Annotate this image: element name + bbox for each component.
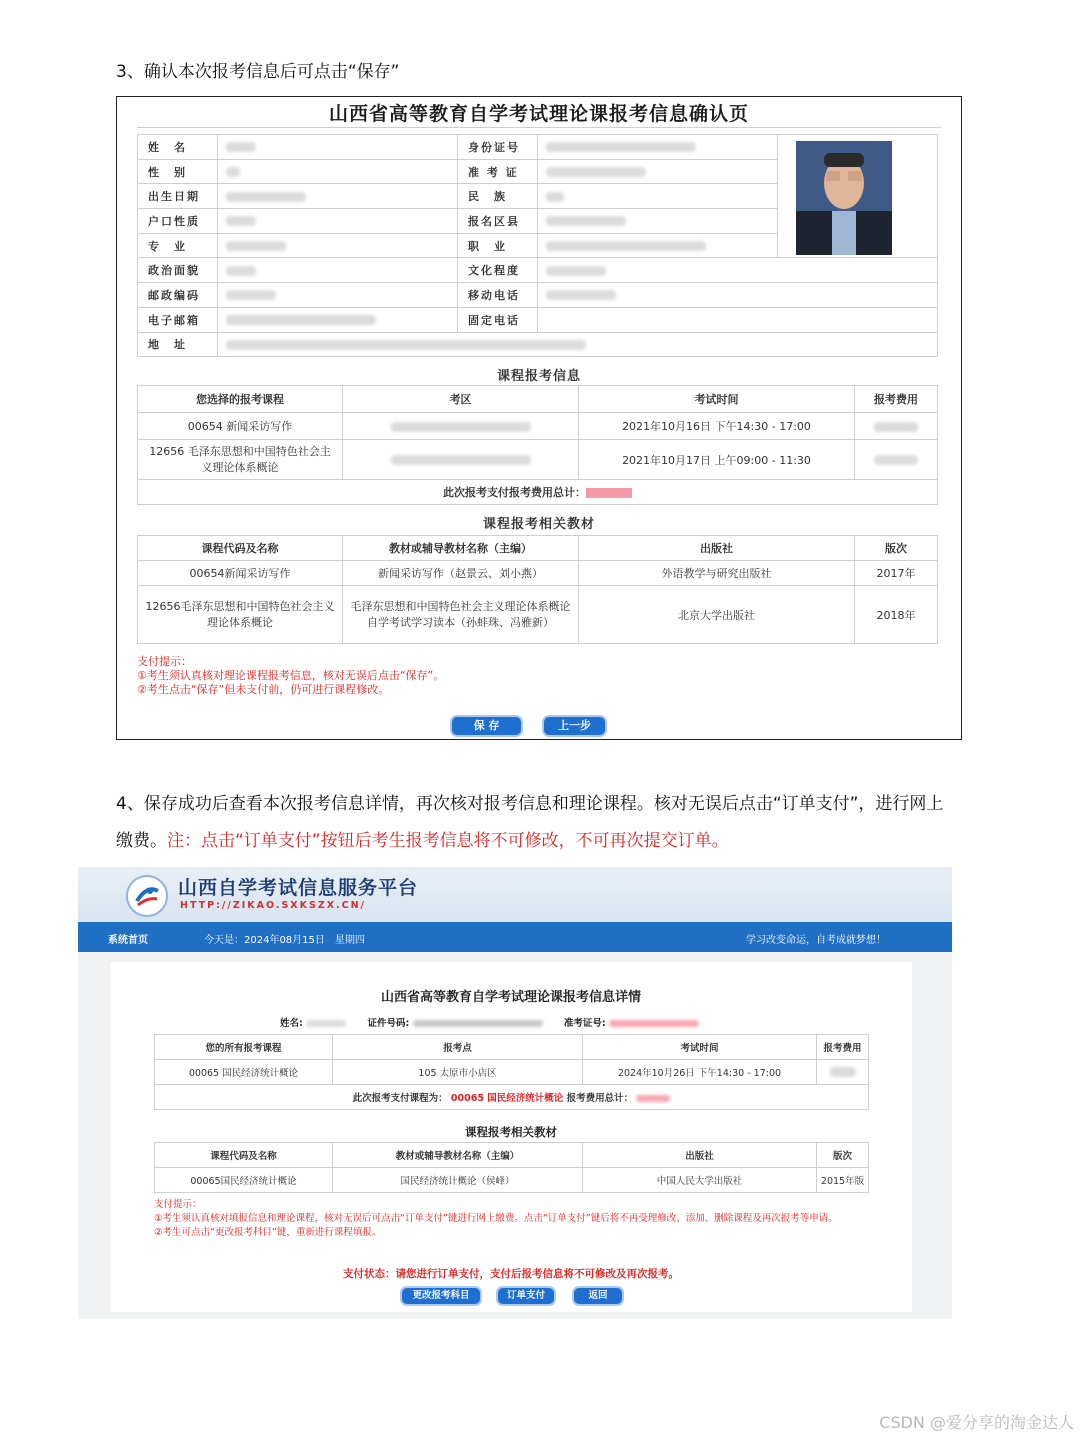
portal-site-name: 山西自学考试信息服务平台 <box>178 877 419 899</box>
portal-course-row: 00065 国民经济统计概论 105 太原市小店区 2024年10月26日 下午14:30 - 17:00 <box>155 1060 869 1085</box>
portal-logo-icon <box>126 875 168 917</box>
label-zip: 邮政编码 <box>138 283 218 308</box>
tips-title: 支付提示： <box>137 655 192 668</box>
label-job: 职 业 <box>458 233 538 258</box>
portal-site-url[interactable]: HTTP://ZIKAO.SXKSZX.CN/ <box>180 900 367 911</box>
label-birth: 出生日期 <box>138 184 218 209</box>
label-ticket: 准 考 证 <box>458 159 538 184</box>
course-row: 00654 新闻采访写作 2021年10月16日 下午14:30 - 17:00 <box>138 413 938 440</box>
portal-screenshot <box>78 867 952 1319</box>
save-button[interactable]: 保 存 <box>450 715 523 737</box>
label-politics: 政治面貌 <box>138 258 218 283</box>
course-row: 12656 毛泽东思想和中国特色社会主义理论体系概论 2021年10月17日 上午09:00 - 11:30 <box>138 440 938 480</box>
portal-detail-card <box>110 962 912 1312</box>
order-pay-button[interactable]: 订单支付 <box>496 1286 556 1306</box>
book-row: 00654新闻采访写作 新闻采访写作（赵景云、刘小燕） 外语教学与研究出版社 2017年 <box>138 561 938 586</box>
portal-book-section-title: 课程报考相关教材 <box>465 1125 557 1139</box>
nav-slogan: 学习改变命运，自考成就梦想！ <box>746 935 886 946</box>
pay-course: 00065 国民经济统计概论 <box>450 1093 564 1104</box>
portal-nav <box>78 922 952 952</box>
confirm-page-screenshot <box>116 96 962 740</box>
label-hukou: 户口性质 <box>138 209 218 234</box>
portal-tips: 支付提示： ①考生须认真核对填报信息和理论课程，核对无误后可点击“订单支付”键进行网上缴费。点击“订单支付”键后将不再受理修改、添加、删除课程及再次报考等申请。 ②考生可点击“更改报考科目”键，重新进行课程填报。 <box>154 1199 838 1238</box>
label-education: 文化程度 <box>458 258 538 283</box>
step4-line1: 4、保存成功后查看本次报考信息详情，再次核对报考信息和理论课程。核对无误后点击“订单支付”，进行网上 <box>116 794 944 814</box>
detail-title: 山西省高等教育自学考试理论课报考信息详情 <box>380 990 641 1005</box>
total-fee-label: 此次报考支付报考费用总计： <box>443 486 586 499</box>
book-section-title: 课程报考相关教材 <box>482 517 595 532</box>
return-button[interactable]: 返回 <box>572 1286 624 1306</box>
label-name: 姓 名 <box>138 135 218 160</box>
portal-book-table: 课程代码及名称 教材或辅导教材名称（主编） 出版社 版次 00065国民经济统计概论 国民经济统计概论（侯峰） 中国人民大学出版社 2015年版 <box>154 1142 869 1193</box>
payment-status: 支付状态：请您进行订单支付，支付后报考信息将不可修改及再次报考。 <box>343 1268 679 1280</box>
label-address: 地 址 <box>138 332 218 357</box>
label-gender: 性 别 <box>138 159 218 184</box>
book-table: 课程代码及名称 教材或辅导教材名称（主编） 出版社 版次 00654新闻采访写作 新闻采访写作（赵景云、刘小燕） 外语教学与研究出版社 2017年 12656毛泽东思想和中国特色社会主义理论体系概论 毛泽东思想和中国特色社会主义理论体系概论自学考试学习读本（孙蚌珠、冯雅新） 北京大学出版社 2018年 <box>137 535 938 644</box>
detail-name-row: 姓名: 证件号码: 准考证号: <box>280 1015 699 1029</box>
label-phone: 固定电话 <box>458 307 538 332</box>
confirm-title: 山西省高等教育自学考试理论课报考信息确认页 <box>328 103 749 125</box>
watermark: CSDN @爱分享的淘金达人 <box>879 1413 1074 1432</box>
portal-book-row: 00065国民经济统计概论 国民经济统计概论（侯峰） 中国人民大学出版社 2015年版 <box>155 1168 869 1193</box>
label-email: 电子邮箱 <box>138 307 218 332</box>
label-ethnic: 民 族 <box>458 184 538 209</box>
portal-header <box>78 867 952 922</box>
nav-home-link[interactable]: 系统首页 <box>108 935 148 946</box>
course-table: 您选择的报考课程 考区 考试时间 报考费用 00654 新闻采访写作 2021年10月16日 下午14:30 - 17:00 12656 毛泽东思想和中国特色社会主义理论体系概论 2021年10月17日 上午09:00 - 11:30 此次报考支付报考费用总计： <box>137 385 938 505</box>
portal-course-table: 您的所有报考课程 报考点 考试时间 报考费用 00065 国民经济统计概论 105 太原市小店区 2024年10月26日 下午14:30 - 17:00 此次报考支付课程为： 00065 国民经济统计概论 报考费用总计： <box>154 1034 869 1110</box>
nav-date: 今天是：2024年08月15日 星期四 <box>204 935 365 946</box>
course-section-title: 课程报考信息 <box>496 369 581 384</box>
label-id: 身份证号 <box>458 135 538 160</box>
change-subject-button[interactable]: 更改报考科目 <box>400 1286 482 1306</box>
tip-2: ②考生点击“保存”但未支付前，仍可进行课程修改。 <box>137 683 390 696</box>
step4-line2: 缴费。注：点击“订单支付”按钮后考生报考信息将不可修改，不可再次提交订单。 <box>116 831 729 851</box>
applicant-photo <box>796 141 892 255</box>
tip-1: ①考生须认真核对理论课程报考信息，核对无误后点击“保存”。 <box>137 669 445 682</box>
label-major: 专 业 <box>138 233 218 258</box>
label-district: 报名区县 <box>458 209 538 234</box>
book-row: 12656毛泽东思想和中国特色社会主义理论体系概论 毛泽东思想和中国特色社会主义理论体系概论自学考试学习读本（孙蚌珠、冯雅新） 北京大学出版社 2018年 <box>138 586 938 644</box>
label-mobile: 移动电话 <box>458 283 538 308</box>
step4-note: 注：点击“订单支付”按钮后考生报考信息将不可修改，不可再次提交订单。 <box>167 831 729 851</box>
previous-step-button[interactable]: 上一步 <box>542 715 607 737</box>
step3-text: 3、确认本次报考信息后可点击“保存” <box>116 62 400 82</box>
